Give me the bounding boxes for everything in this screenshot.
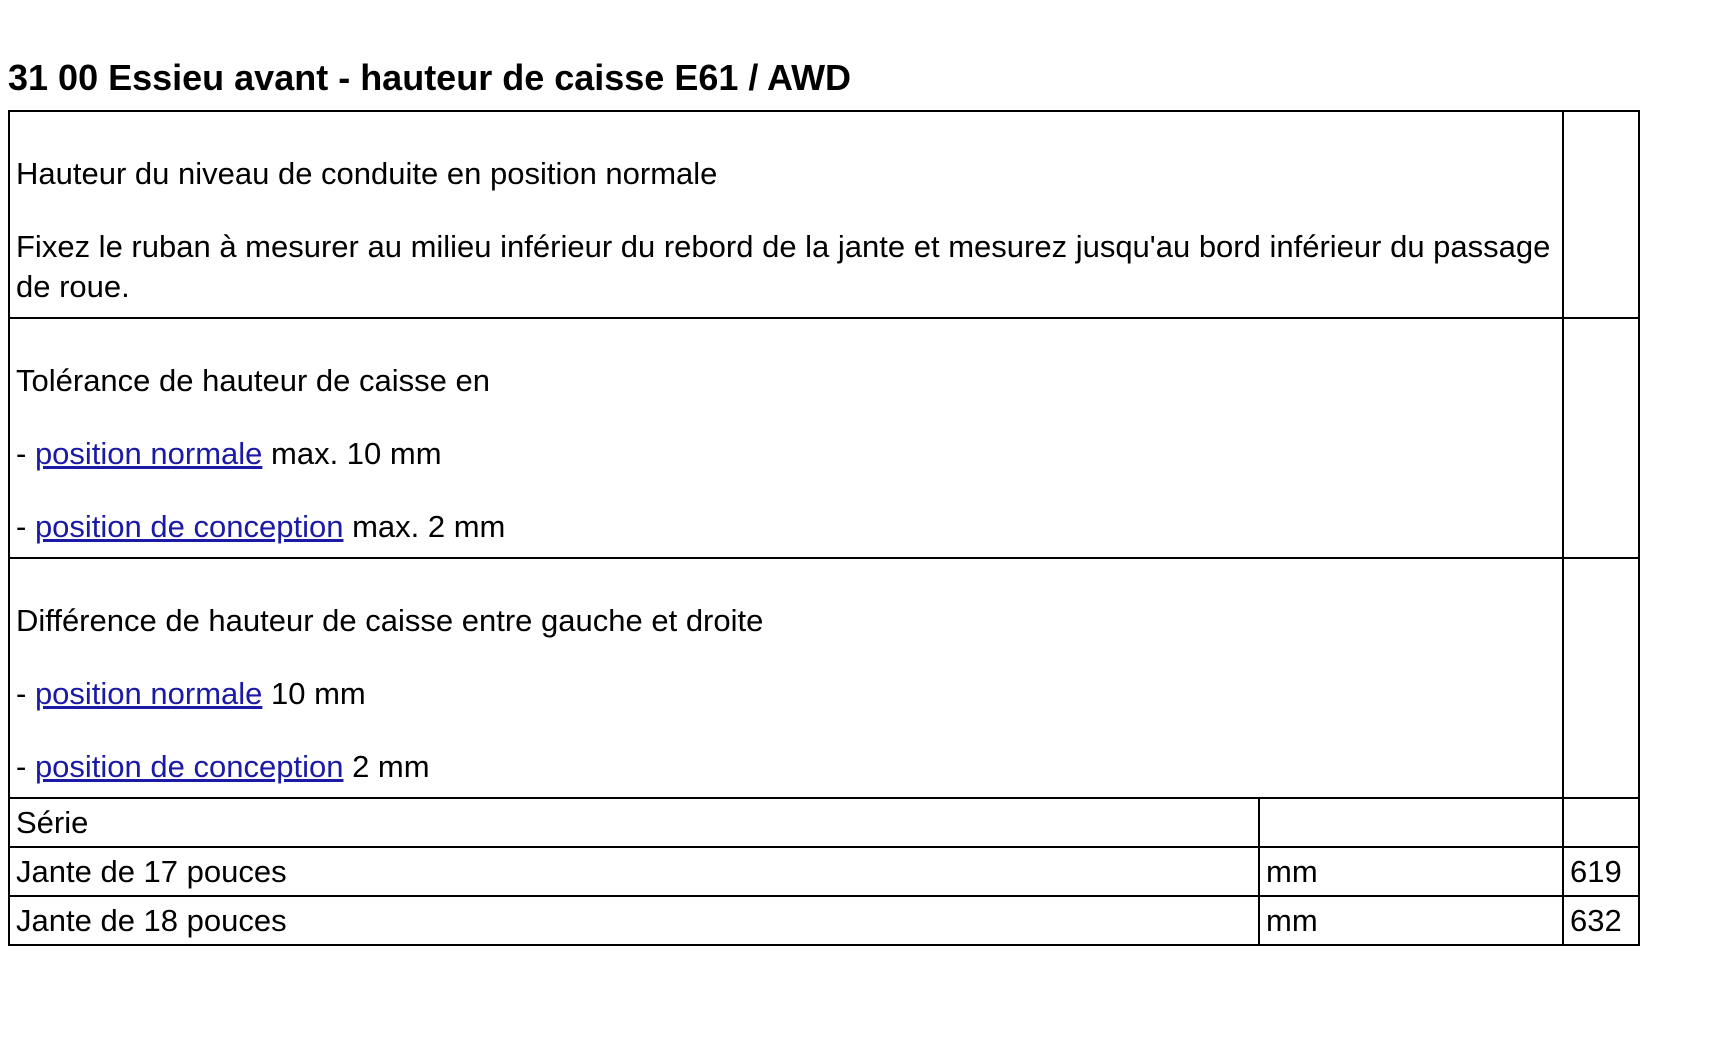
series-header-row bbox=[9, 798, 1639, 847]
table-row bbox=[9, 896, 1639, 945]
position-de-conception-link[interactable]: position de conception bbox=[34, 509, 344, 544]
item-prefix: - bbox=[16, 676, 35, 711]
item-prefix: - bbox=[16, 436, 35, 471]
rim-label-cell: Jante de 18 pouces bbox=[9, 896, 1259, 945]
spec-table bbox=[8, 110, 1640, 946]
height-value-cell: 619 bbox=[1563, 847, 1639, 896]
difference-value-cell bbox=[1563, 558, 1639, 798]
ride-height-info-cell bbox=[9, 111, 1563, 318]
item-prefix: - bbox=[16, 509, 35, 544]
tolerance-row bbox=[9, 318, 1639, 558]
ride-height-info-value-cell bbox=[1563, 111, 1639, 318]
item-suffix: 10 mm bbox=[262, 676, 366, 711]
ride-height-heading: Hauteur du niveau de conduite en position normale bbox=[16, 156, 718, 191]
series-value-cell bbox=[1563, 798, 1639, 847]
tolerance-heading: Tolérance de hauteur de caisse en bbox=[16, 363, 490, 398]
difference-heading: Différence de hauteur de caisse entre gauche et droite bbox=[16, 603, 764, 638]
series-unit-cell bbox=[1259, 798, 1563, 847]
tolerance-item-conception bbox=[16, 507, 1556, 547]
tolerance-item-normal bbox=[16, 434, 1556, 474]
unit-cell: mm bbox=[1259, 847, 1563, 896]
difference-row bbox=[9, 558, 1639, 798]
item-prefix: - bbox=[16, 749, 35, 784]
tolerance-cell bbox=[9, 318, 1563, 558]
item-suffix: 2 mm bbox=[343, 749, 430, 784]
measurement-instruction: Fixez le ruban à mesurer au milieu inférieur du rebord de la jante et mesurez jusqu'au bord inférieur du passage de roue. bbox=[16, 229, 1551, 304]
item-suffix: max. 10 mm bbox=[262, 436, 442, 471]
table-row bbox=[9, 847, 1639, 896]
series-label-cell: Série bbox=[9, 798, 1259, 847]
difference-cell bbox=[9, 558, 1563, 798]
difference-item-normal bbox=[16, 674, 1556, 714]
unit-cell: mm bbox=[1259, 896, 1563, 945]
position-normale-link[interactable]: position normale bbox=[34, 436, 263, 471]
position-normale-link[interactable]: position normale bbox=[34, 676, 263, 711]
page-title: 31 00 Essieu avant - hauteur de caisse E61 / AWD bbox=[8, 57, 852, 98]
height-value-cell: 632 bbox=[1563, 896, 1639, 945]
rim-label-cell: Jante de 17 pouces bbox=[9, 847, 1259, 896]
item-suffix: max. 2 mm bbox=[343, 509, 506, 544]
ride-height-info-row bbox=[9, 111, 1639, 318]
tolerance-value-cell bbox=[1563, 318, 1639, 558]
position-de-conception-link[interactable]: position de conception bbox=[34, 749, 344, 784]
difference-item-conception bbox=[16, 747, 1556, 787]
